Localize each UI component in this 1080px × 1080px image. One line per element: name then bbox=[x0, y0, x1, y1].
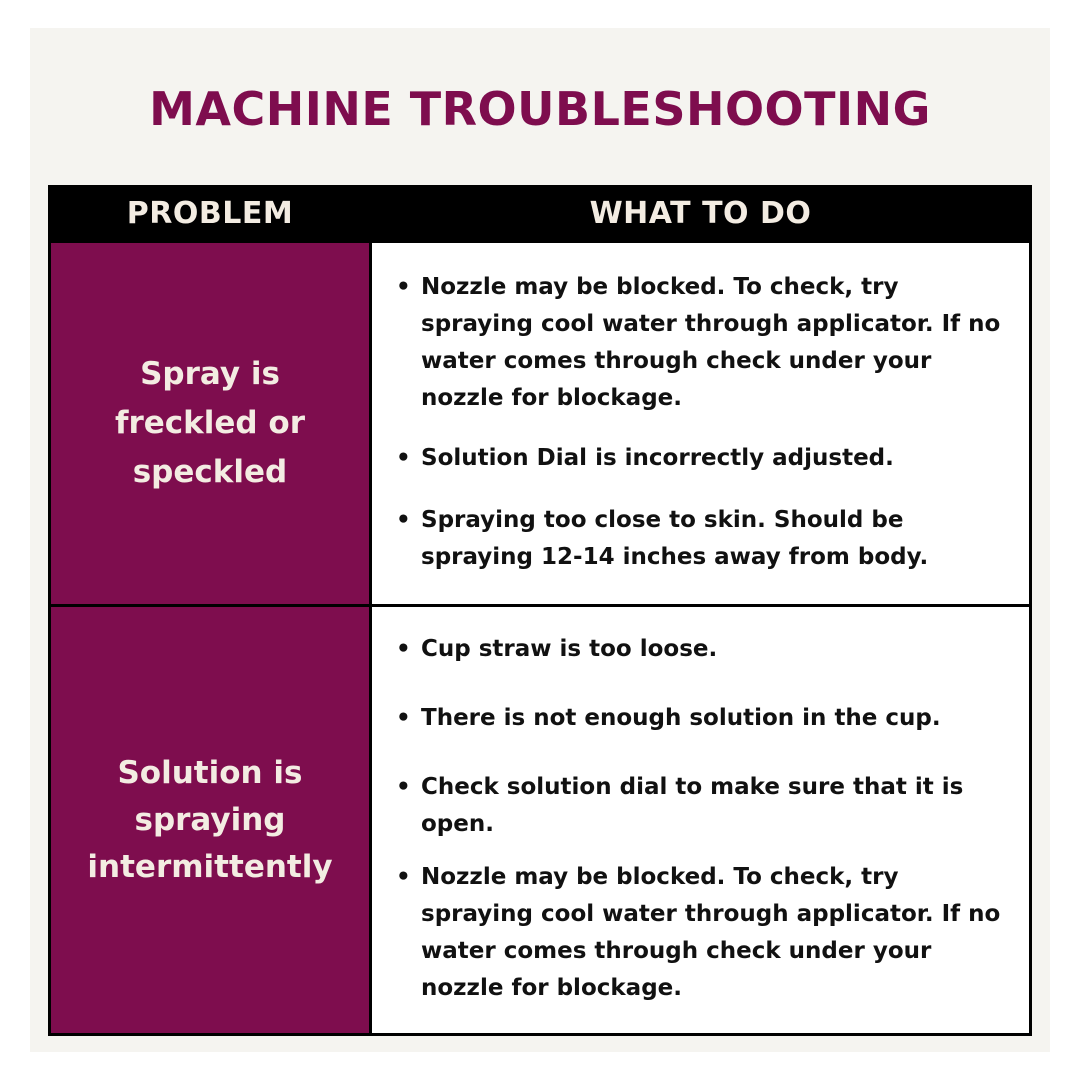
solution-cell bbox=[372, 607, 1029, 1033]
problem-cell bbox=[51, 607, 369, 1033]
solution-cell bbox=[372, 243, 1029, 604]
list-item-text: Solution Dial is incorrectly adjusted. bbox=[421, 445, 894, 471]
list-item-text: Spraying too close to skin. Should be spraying 12-14 inches away from body. bbox=[421, 507, 929, 570]
bullet-icon: • bbox=[396, 274, 411, 300]
bullet-icon: • bbox=[396, 864, 411, 890]
list-item bbox=[396, 859, 1016, 1007]
page-title: MACHINE TROUBLESHOOTING bbox=[149, 82, 931, 136]
bullet-icon: • bbox=[396, 445, 411, 471]
bullet-icon: • bbox=[396, 507, 411, 533]
list-item bbox=[396, 700, 1016, 737]
list-item-text: Check solution dial to make sure that it is open. bbox=[421, 774, 964, 837]
header-what-to-do: WHAT TO DO bbox=[589, 196, 812, 231]
problem-text: Spray is freckled or speckled bbox=[114, 356, 305, 490]
list-item-text: There is not enough solution in the cup. bbox=[421, 705, 941, 731]
list-item-text: Nozzle may be blocked. To check, try spraying cool water through applicator. If no water comes through check under your nozzle for blockage. bbox=[421, 274, 1001, 411]
list-item bbox=[396, 440, 1016, 477]
list-item bbox=[396, 269, 1016, 417]
header-problem: PROBLEM bbox=[126, 196, 294, 231]
bullet-icon: • bbox=[396, 636, 411, 662]
list-item bbox=[396, 502, 1016, 576]
problem-text: Solution is spraying intermittently bbox=[87, 754, 333, 885]
problem-cell bbox=[51, 243, 369, 604]
troubleshooting-table bbox=[48, 185, 1032, 1036]
bullet-icon: • bbox=[396, 705, 411, 731]
list-item-text: Cup straw is too loose. bbox=[421, 636, 718, 662]
table-header-row bbox=[48, 185, 1032, 241]
list-item bbox=[396, 769, 1016, 843]
bullet-icon: • bbox=[396, 774, 411, 800]
list-item-text: Nozzle may be blocked. To check, try spraying cool water through applicator. If no water comes through check under your nozzle for blockage. bbox=[421, 864, 1001, 1001]
list-item bbox=[396, 631, 1016, 668]
